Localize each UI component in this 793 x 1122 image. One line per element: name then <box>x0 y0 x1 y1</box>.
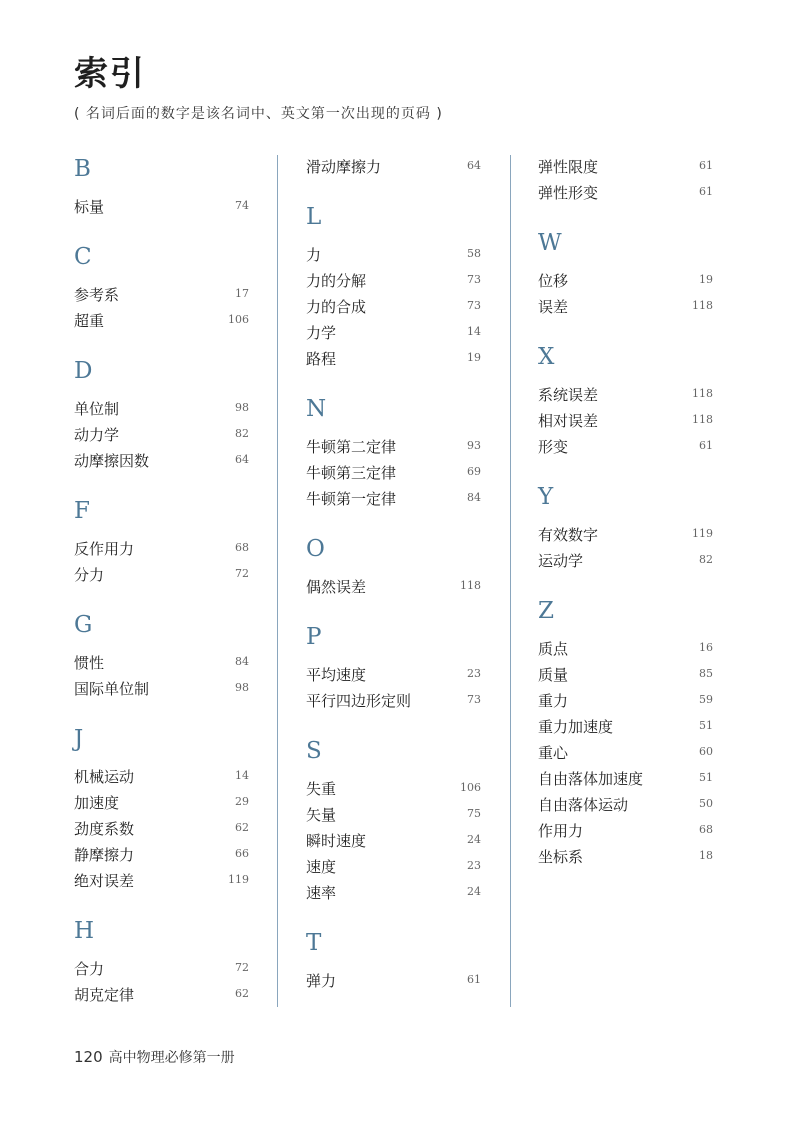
index-entry <box>538 638 713 660</box>
entry-page-number: 82 <box>699 553 713 566</box>
entry-term: 坐标系 <box>538 848 584 866</box>
index-entry <box>74 958 249 980</box>
entry-page-number: 62 <box>235 821 249 834</box>
entry-page-number: 23 <box>467 667 481 680</box>
index-entry <box>538 820 713 842</box>
index-entry <box>306 156 481 178</box>
section-letter: N <box>306 396 327 422</box>
entry-page-number: 68 <box>699 823 713 836</box>
entry-page-number: 66 <box>235 847 249 860</box>
entry-page-number: 62 <box>235 987 249 1000</box>
entry-page-number: 24 <box>467 885 481 898</box>
entry-term: 标量 <box>74 198 105 216</box>
entry-term: 合力 <box>74 960 105 978</box>
entry-page-number: 118 <box>692 387 713 400</box>
index-entry <box>306 488 481 510</box>
column-divider <box>277 155 278 1007</box>
index-entry <box>538 156 713 178</box>
entry-term: 弹性形变 <box>538 184 599 202</box>
entry-page-number: 61 <box>699 185 713 198</box>
entry-term: 反作用力 <box>74 540 135 558</box>
entry-page-number: 51 <box>699 719 713 732</box>
section-letter: H <box>74 918 95 944</box>
entry-term: 胡克定律 <box>74 986 135 1004</box>
entry-page-number: 16 <box>699 641 713 654</box>
section-letter: F <box>74 498 90 524</box>
index-entry <box>306 664 481 686</box>
index-entry <box>306 270 481 292</box>
index-entry <box>538 410 713 432</box>
entry-term: 参考系 <box>74 286 120 304</box>
entry-term: 相对误差 <box>538 412 599 430</box>
entry-term: 平均速度 <box>306 666 367 684</box>
index-entry <box>74 652 249 674</box>
entry-term: 误差 <box>538 298 569 316</box>
section-letter: G <box>74 612 93 638</box>
entry-page-number: 98 <box>235 401 249 414</box>
entry-term: 弹力 <box>306 972 337 990</box>
entry-term: 质量 <box>538 666 569 684</box>
page-subtitle: ( 名词后面的数字是该名词中、英文第一次出现的页码 ) <box>74 106 443 122</box>
entry-page-number: 64 <box>467 159 481 172</box>
entry-term: 机械运动 <box>74 768 135 786</box>
index-entry <box>74 284 249 306</box>
entry-term: 有效数字 <box>538 526 599 544</box>
footer-book-title: 高中物理必修第一册 <box>108 1050 235 1066</box>
index-entry <box>306 970 481 992</box>
entry-page-number: 72 <box>235 961 249 974</box>
entry-term: 系统误差 <box>538 386 599 404</box>
entry-page-number: 61 <box>699 439 713 452</box>
index-entry <box>306 778 481 800</box>
section-letter: P <box>306 624 322 650</box>
index-entry <box>74 766 249 788</box>
index-entry <box>74 792 249 814</box>
entry-term: 绝对误差 <box>74 872 135 890</box>
index-entry <box>538 690 713 712</box>
entry-term: 滑动摩擦力 <box>306 158 382 176</box>
index-entry <box>306 244 481 266</box>
entry-page-number: 58 <box>467 247 481 260</box>
section-letter: W <box>538 230 562 256</box>
entry-term: 作用力 <box>538 822 584 840</box>
column-divider <box>510 155 511 1007</box>
entry-page-number: 106 <box>460 781 481 794</box>
entry-page-number: 69 <box>467 465 481 478</box>
index-entry <box>306 462 481 484</box>
entry-page-number: 29 <box>235 795 249 808</box>
index-entry <box>538 550 713 572</box>
entry-term: 弹性限度 <box>538 158 599 176</box>
entry-page-number: 14 <box>467 325 481 338</box>
entry-page-number: 84 <box>467 491 481 504</box>
entry-term: 重心 <box>538 744 569 762</box>
index-entry <box>306 856 481 878</box>
section-letter: Z <box>538 598 554 624</box>
entry-page-number: 14 <box>235 769 249 782</box>
entry-page-number: 119 <box>692 527 713 540</box>
entry-term: 重力 <box>538 692 569 710</box>
entry-page-number: 23 <box>467 859 481 872</box>
index-entry <box>306 322 481 344</box>
index-entry <box>306 296 481 318</box>
index-entry <box>74 450 249 472</box>
entry-page-number: 119 <box>228 873 249 886</box>
index-entry <box>74 678 249 700</box>
index-entry <box>538 742 713 764</box>
index-entry <box>538 296 713 318</box>
section-letter: Y <box>538 484 554 510</box>
entry-page-number: 85 <box>699 667 713 680</box>
entry-page-number: 50 <box>699 797 713 810</box>
entry-term: 单位制 <box>74 400 120 418</box>
entry-term: 牛顿第三定律 <box>306 464 397 482</box>
entry-term: 重力加速度 <box>538 718 614 736</box>
index-entry <box>74 870 249 892</box>
entry-term: 国际单位制 <box>74 680 150 698</box>
index-entry <box>74 196 249 218</box>
entry-page-number: 118 <box>692 413 713 426</box>
index-entry <box>74 398 249 420</box>
entry-term: 惯性 <box>74 654 105 672</box>
entry-page-number: 73 <box>467 693 481 706</box>
entry-page-number: 72 <box>235 567 249 580</box>
entry-term: 速率 <box>306 884 337 902</box>
footer-page-number: 120 <box>74 1048 103 1066</box>
entry-term: 位移 <box>538 272 569 290</box>
section-letter: D <box>74 358 93 384</box>
entry-term: 劲度系数 <box>74 820 135 838</box>
entry-term: 偶然误差 <box>306 578 367 596</box>
page-footer <box>74 1047 235 1067</box>
entry-term: 失重 <box>306 780 337 798</box>
entry-page-number: 59 <box>699 693 713 706</box>
entry-page-number: 74 <box>235 199 249 212</box>
index-entry <box>538 794 713 816</box>
index-entry <box>538 524 713 546</box>
entry-term: 质点 <box>538 640 569 658</box>
entry-page-number: 61 <box>699 159 713 172</box>
entry-term: 平行四边形定则 <box>306 692 412 710</box>
index-entry <box>74 564 249 586</box>
section-letter: C <box>74 244 92 270</box>
index-entry <box>306 882 481 904</box>
section-letter: L <box>306 204 322 230</box>
index-entry <box>74 818 249 840</box>
entry-page-number: 51 <box>699 771 713 784</box>
index-entry <box>538 384 713 406</box>
entry-term: 力 <box>306 246 322 264</box>
section-letter: T <box>306 930 322 956</box>
index-entry <box>538 182 713 204</box>
entry-term: 静摩擦力 <box>74 846 135 864</box>
entry-term: 动摩擦因数 <box>74 452 150 470</box>
entry-term: 速度 <box>306 858 337 876</box>
entry-page-number: 106 <box>228 313 249 326</box>
entry-page-number: 118 <box>692 299 713 312</box>
section-letter: S <box>306 738 322 764</box>
entry-term: 矢量 <box>306 806 337 824</box>
index-entry <box>306 690 481 712</box>
entry-page-number: 19 <box>467 351 481 364</box>
entry-term: 运动学 <box>538 552 584 570</box>
entry-page-number: 98 <box>235 681 249 694</box>
entry-term: 牛顿第二定律 <box>306 438 397 456</box>
section-letter: J <box>74 726 84 752</box>
entry-term: 形变 <box>538 438 569 456</box>
entry-page-number: 73 <box>467 299 481 312</box>
entry-term: 动力学 <box>74 426 120 444</box>
entry-term: 力的合成 <box>306 298 367 316</box>
section-letter: X <box>538 344 555 370</box>
entry-page-number: 24 <box>467 833 481 846</box>
entry-term: 力的分解 <box>306 272 367 290</box>
section-letter: O <box>306 536 325 562</box>
entry-term: 力学 <box>306 324 337 342</box>
index-entry <box>74 538 249 560</box>
index-entry <box>74 424 249 446</box>
entry-page-number: 64 <box>235 453 249 466</box>
index-entry <box>74 844 249 866</box>
entry-page-number: 93 <box>467 439 481 452</box>
index-entry <box>538 664 713 686</box>
page-title: 索引 <box>74 54 146 94</box>
index-entry <box>538 270 713 292</box>
entry-term: 加速度 <box>74 794 120 812</box>
entry-page-number: 60 <box>699 745 713 758</box>
entry-page-number: 82 <box>235 427 249 440</box>
entry-term: 瞬时速度 <box>306 832 367 850</box>
entry-page-number: 75 <box>467 807 481 820</box>
index-entry <box>306 576 481 598</box>
index-entry <box>74 310 249 332</box>
index-entry <box>538 436 713 458</box>
index-entry <box>74 984 249 1006</box>
index-entry <box>538 716 713 738</box>
entry-page-number: 118 <box>460 579 481 592</box>
entry-term: 超重 <box>74 312 105 330</box>
entry-page-number: 18 <box>699 849 713 862</box>
entry-page-number: 68 <box>235 541 249 554</box>
entry-term: 牛顿第一定律 <box>306 490 397 508</box>
section-letter: B <box>74 156 91 182</box>
index-entry <box>306 436 481 458</box>
entry-term: 自由落体运动 <box>538 796 629 814</box>
entry-term: 自由落体加速度 <box>538 770 644 788</box>
index-entry <box>538 768 713 790</box>
index-entry <box>306 830 481 852</box>
entry-page-number: 84 <box>235 655 249 668</box>
index-entry <box>306 804 481 826</box>
entry-page-number: 19 <box>699 273 713 286</box>
entry-term: 路程 <box>306 350 337 368</box>
index-entry <box>306 348 481 370</box>
entry-page-number: 73 <box>467 273 481 286</box>
entry-page-number: 17 <box>235 287 249 300</box>
entry-page-number: 61 <box>467 973 481 986</box>
index-entry <box>538 846 713 868</box>
entry-term: 分力 <box>74 566 105 584</box>
